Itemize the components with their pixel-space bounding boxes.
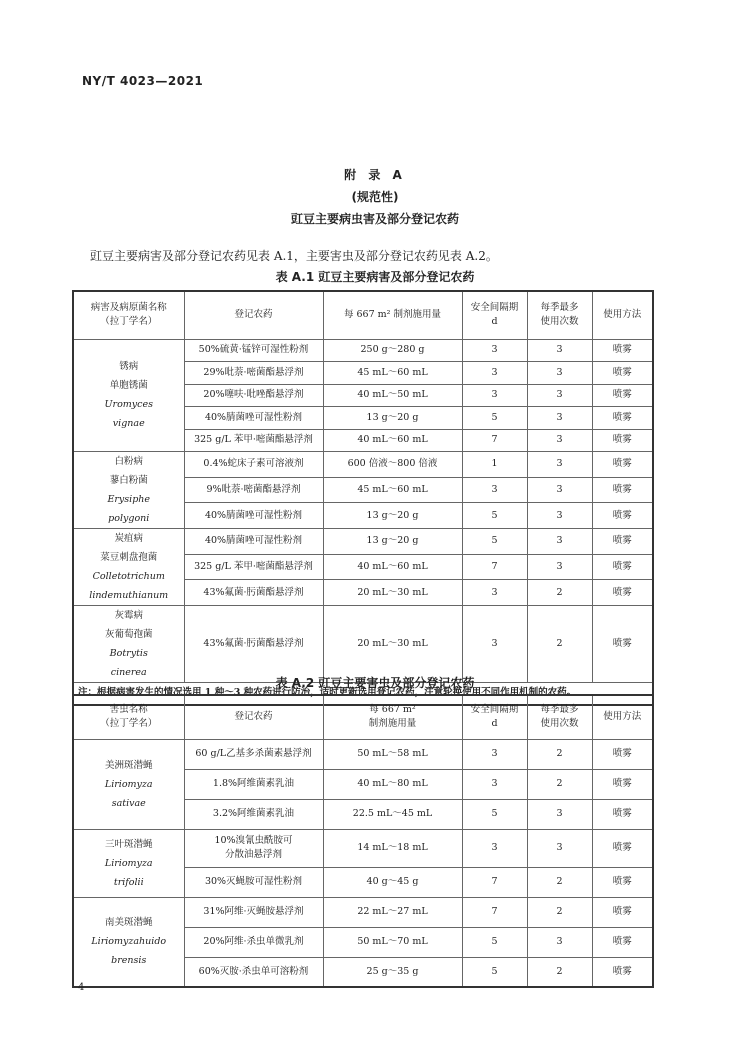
disease-name-cell — [73, 606, 184, 683]
table1-header-cell: 病害及病原菌名称 （拉丁学名） — [73, 291, 184, 339]
table-cell: 40%腈菌唑可湿性粉剂 — [184, 503, 323, 529]
table-cell: 喷雾 — [592, 799, 653, 829]
disease-name-cell — [73, 452, 184, 529]
disease-common-name: 单胞锈菌 — [109, 380, 148, 392]
table-cell: 22 mL～27 mL — [323, 897, 462, 927]
table-cell: 3 — [462, 606, 527, 683]
table-cell: 29%吡萘·嘧菌酯悬浮剂 — [184, 362, 323, 385]
table-cell: 喷雾 — [592, 867, 653, 897]
table-cell: 0.4%蛇床子素可溶液剂 — [184, 452, 323, 478]
table-cell: 5 — [462, 927, 527, 957]
table-cell: 14 mL～18 mL — [323, 829, 462, 867]
table-cell: 7 — [462, 867, 527, 897]
table-cell: 7 — [462, 554, 527, 580]
pest-latin-name: brensis — [111, 955, 147, 967]
pest-name-cell — [73, 739, 184, 829]
pest-common-name: 美洲斑潜蝇 — [104, 759, 153, 771]
table-cell: 喷雾 — [592, 339, 653, 362]
table-cell: 3 — [462, 580, 527, 606]
disease-latin-name: lindemuthianum — [89, 590, 169, 601]
disease-table — [72, 290, 654, 706]
table-cell: 3 — [527, 554, 592, 580]
table-cell: 喷雾 — [592, 739, 653, 769]
disease-common-name: 白粉病 — [114, 456, 143, 467]
table-cell: 3 — [462, 829, 527, 867]
table-cell: 喷雾 — [592, 927, 653, 957]
pest-name-cell — [73, 897, 184, 987]
pest-name-cell — [73, 829, 184, 897]
pest-latin-name: sativae — [111, 797, 146, 809]
table1-header-cell: 每 667 m² 制剂施用量 — [323, 291, 462, 339]
table-cell: 50%硫黄·锰锌可湿性粉剂 — [184, 339, 323, 362]
table-cell: 2 — [527, 897, 592, 927]
intro-paragraph: 豇豆主要病害及部分登记农药见表 A.1，主要害虫及部分登记农药见表 A.2。 — [90, 249, 498, 263]
disease-common-name: 灰葡萄孢菌 — [104, 629, 153, 640]
pest-common-name: 南美斑潜蝇 — [104, 917, 153, 929]
pest-latin-name: Liriomyza — [104, 857, 153, 869]
table-cell: 22.5 mL～45 mL — [323, 799, 462, 829]
disease-common-name: 锈病 — [119, 361, 139, 373]
table-cell: 43%氟菌·肟菌酯悬浮剂 — [184, 606, 323, 683]
table-cell: 3 — [527, 927, 592, 957]
appendix-title: 附 录 A — [344, 168, 406, 182]
table-cell: 20%噻呋·吡唑酯悬浮剂 — [184, 384, 323, 407]
table-cell: 25 g～35 g — [323, 957, 462, 987]
disease-latin-name: Colletotrichum — [92, 571, 165, 582]
pest-table — [72, 694, 654, 988]
pest-latin-name: Liriomyzahuido — [91, 936, 167, 948]
table-cell: 喷雾 — [592, 580, 653, 606]
table1-header-cell: 登记农药 — [184, 291, 323, 339]
table-cell: 30%灭蝇胺可湿性粉剂 — [184, 867, 323, 897]
table-cell: 3 — [527, 407, 592, 430]
table-cell: 3 — [527, 829, 592, 867]
table-cell: 喷雾 — [592, 897, 653, 927]
table-cell: 250 g～280 g — [323, 339, 462, 362]
table-cell: 3 — [527, 339, 592, 362]
appendix-heading: 豇豆主要病虫害及部分登记农药 — [290, 212, 459, 226]
table2-header-cell: 每季最多 使用次数 — [527, 695, 592, 739]
table-cell: 13 g～20 g — [323, 407, 462, 430]
table-cell: 1 — [462, 452, 527, 478]
table-cell: 600 倍液～800 倍液 — [323, 452, 462, 478]
table-cell: 3 — [527, 529, 592, 555]
table-cell: 5 — [462, 529, 527, 555]
table-cell: 40 mL～50 mL — [323, 384, 462, 407]
disease-latin-name: polygoni — [108, 513, 150, 524]
table-cell: 3 — [527, 799, 592, 829]
disease-latin-name: vignae — [112, 418, 145, 430]
table-cell: 5 — [462, 407, 527, 430]
table2-header-cell: 使用方法 — [592, 695, 653, 739]
table-row — [73, 739, 653, 769]
table-cell: 9%吡萘·嘧菌酯悬浮剂 — [184, 477, 323, 503]
table-cell: 3 — [462, 362, 527, 385]
table-cell: 喷雾 — [592, 606, 653, 683]
table-cell: 喷雾 — [592, 769, 653, 799]
table-row — [73, 606, 653, 683]
table-cell: 40 mL～80 mL — [323, 769, 462, 799]
table-cell: 2 — [527, 739, 592, 769]
table-cell: 喷雾 — [592, 829, 653, 867]
table-cell: 喷雾 — [592, 529, 653, 555]
table-row — [73, 529, 653, 555]
table-cell: 3 — [527, 362, 592, 385]
table1-caption: 表 A.1 豇豆主要病害及部分登记农药 — [275, 270, 475, 284]
table-cell: 325 g/L 苯甲·嘧菌酯悬浮剂 — [184, 429, 323, 452]
table-cell: 31%阿维·灭蝇胺悬浮剂 — [184, 897, 323, 927]
pest-latin-name: Liriomyza — [104, 778, 153, 790]
table-cell: 3 — [527, 503, 592, 529]
table-cell: 7 — [462, 897, 527, 927]
disease-latin-name: Botrytis — [109, 648, 148, 659]
appendix-normative: (规范性) — [351, 190, 399, 204]
table-cell: 60%灭胺·杀虫单可溶粉剂 — [184, 957, 323, 987]
table2-header-cell: 害虫名称 （拉丁学名） — [73, 695, 184, 739]
disease-common-name: 菜豆刺盘孢菌 — [100, 552, 158, 563]
table1-header-cell: 使用方法 — [592, 291, 653, 339]
table-cell: 60 g/L乙基多杀菌素悬浮剂 — [184, 739, 323, 769]
table-cell: 3 — [462, 477, 527, 503]
table-cell: 3 — [527, 452, 592, 478]
table-cell: 喷雾 — [592, 452, 653, 478]
table-cell: 40 g～45 g — [323, 867, 462, 897]
table-cell: 20 mL～30 mL — [323, 606, 462, 683]
table-cell: 2 — [527, 769, 592, 799]
table-cell: 喷雾 — [592, 503, 653, 529]
disease-name-cell — [73, 339, 184, 452]
table-cell: 13 g～20 g — [323, 529, 462, 555]
table-cell: 40 mL～60 mL — [323, 554, 462, 580]
table-cell: 喷雾 — [592, 554, 653, 580]
table-cell: 3 — [527, 384, 592, 407]
table2-header-cell: 登记农药 — [184, 695, 323, 739]
table-cell: 喷雾 — [592, 384, 653, 407]
table-cell: 7 — [462, 429, 527, 452]
pest-latin-name: trifolii — [113, 876, 144, 888]
table-cell: 2 — [527, 867, 592, 897]
page-number: 4 — [78, 982, 85, 993]
disease-latin-name: cinerea — [110, 667, 147, 678]
table-cell: 2 — [527, 606, 592, 683]
table-row — [73, 897, 653, 927]
table-cell: 40 mL～60 mL — [323, 429, 462, 452]
disease-name-cell — [73, 529, 184, 606]
table-cell: 50 mL～58 mL — [323, 739, 462, 769]
disease-latin-name: Uromyces — [104, 399, 153, 411]
table1-header-cell: 安全间隔期 d — [462, 291, 527, 339]
disease-common-name: 蓼白粉菌 — [109, 475, 148, 486]
table-cell: 3 — [527, 477, 592, 503]
table2-header-cell: 安全间隔期 d — [462, 695, 527, 739]
table-cell: 喷雾 — [592, 362, 653, 385]
table-cell: 10%溴氰虫酰胺可 分散油悬浮剂 — [184, 829, 323, 867]
table-cell: 3 — [462, 769, 527, 799]
disease-common-name: 炭疽病 — [114, 533, 143, 544]
table-cell: 40%腈菌唑可湿性粉剂 — [184, 407, 323, 430]
table-cell: 20 mL～30 mL — [323, 580, 462, 606]
table-cell: 5 — [462, 503, 527, 529]
table-cell: 3 — [462, 739, 527, 769]
table-note: 注：根据病害发生的情况选用 1 种～3 种农药进行防治，适时更新选用登记农药，注意轮换使用不同作用机制的农药。 — [73, 683, 653, 705]
table-cell: 3 — [462, 384, 527, 407]
table-cell: 45 mL～60 mL — [323, 362, 462, 385]
table-cell: 喷雾 — [592, 957, 653, 987]
table-cell: 50 mL～70 mL — [323, 927, 462, 957]
table-row — [73, 339, 653, 362]
table-cell: 1.8%阿维菌素乳油 — [184, 769, 323, 799]
table-cell: 2 — [527, 957, 592, 987]
table2-caption: 表 A.2 豇豆主要害虫及部分登记农药 — [275, 676, 475, 690]
standard-number: NY/T 4023—2021 — [82, 74, 204, 88]
table-row — [73, 829, 653, 867]
table-cell: 3.2%阿维菌素乳油 — [184, 799, 323, 829]
table-cell: 5 — [462, 799, 527, 829]
table2-header-cell: 每 667 m² 制剂施用量 — [323, 695, 462, 739]
table-cell: 13 g～20 g — [323, 503, 462, 529]
table-cell: 43%氟菌·肟菌酯悬浮剂 — [184, 580, 323, 606]
table-cell: 2 — [527, 580, 592, 606]
table-cell: 5 — [462, 957, 527, 987]
table1-header-cell: 每季最多 使用次数 — [527, 291, 592, 339]
table-cell: 20%阿维·杀虫单微乳剂 — [184, 927, 323, 957]
table-cell: 3 — [462, 339, 527, 362]
pest-common-name: 三叶斑潜蝇 — [104, 838, 153, 850]
disease-common-name: 灰霉病 — [114, 610, 143, 621]
table-cell: 40%腈菌唑可湿性粉剂 — [184, 529, 323, 555]
table-cell: 45 mL～60 mL — [323, 477, 462, 503]
disease-latin-name: Erysiphe — [107, 494, 151, 505]
table-row — [73, 452, 653, 478]
table-cell: 喷雾 — [592, 477, 653, 503]
table-cell: 喷雾 — [592, 429, 653, 452]
table-cell: 喷雾 — [592, 407, 653, 430]
table-cell: 325 g/L 苯甲·嘧菌酯悬浮剂 — [184, 554, 323, 580]
table-cell: 3 — [527, 429, 592, 452]
